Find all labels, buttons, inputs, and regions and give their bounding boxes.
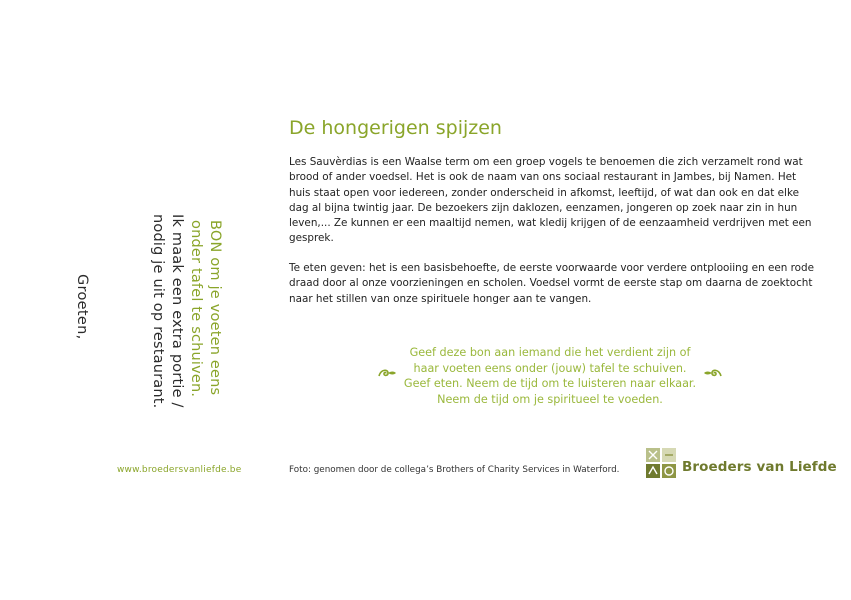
coupon-line-3: Ik maak een extra portie / [169,214,185,408]
coupon-line-2: onder tafel te schuiven. [188,220,204,398]
quote-line-2: haar voeten eens onder (jouw) tafel te schuiven. [413,361,687,375]
coupon-headline [186,220,224,397]
coupon-line-1: BON om je voeten eens [207,220,223,396]
quote-line-1: Geef deze bon aan iemand die het verdient zijn of [409,346,691,359]
article-paragraph-1: Les Sauvèrdias is een Waalse term om een groep vogels te benoemen die zich verzamelt rond wat brood of ander voedsel. Het is ook de naam van ons sociaal restaurant in Jambes, bij Namen. Het huis staat open voor iedereen, zonder onderscheid in afkomst, leeftijd, of wat dan ook en dat elke dag al bijna twintig jaar. De bezoekers zijn daklozen, eenzamen, jongeren op zoek naar zin in hun leven,... Ze kunnen er een maaltijd nemen, wat kledij krijgen of de eenzaamheid verdrijven met een gesprek. [289,156,812,245]
quote-line-4: Neem de tijd om je spiritueel te voeden. [437,392,663,406]
article-paragraph-2: Te eten geven: het is een basisbehoefte, de eerste voorwaarde voor verdere ontplooiing en een rode draad door al onze voorzieningen en scholen. Voedsel vormt de eerste stap om daarna de zoektocht naar het stillen van onze spirituele honger aan te vangen. [289,262,815,305]
page-title: De hongerigen spijzen [289,117,502,139]
logo-text: Broeders van Liefde [682,459,837,475]
photo-caption: Foto: genomen door de collega’s Brothers of Charity Services in Waterford. [289,465,620,475]
coupon-greeting: Groeten, [74,274,90,340]
coupon-body [148,214,186,408]
coupon-line-4: nodig je uit op restaurant. [150,214,166,409]
website-link[interactable]: www.broedersvanliefde.be [117,465,242,475]
quote-line-3: Geef eten. Neem de tijd om te luisteren naar elkaar. [403,377,697,390]
broeders-logo-mark-icon [646,448,676,478]
leaf-swirl-icon [702,366,724,380]
quote-block [380,345,720,407]
